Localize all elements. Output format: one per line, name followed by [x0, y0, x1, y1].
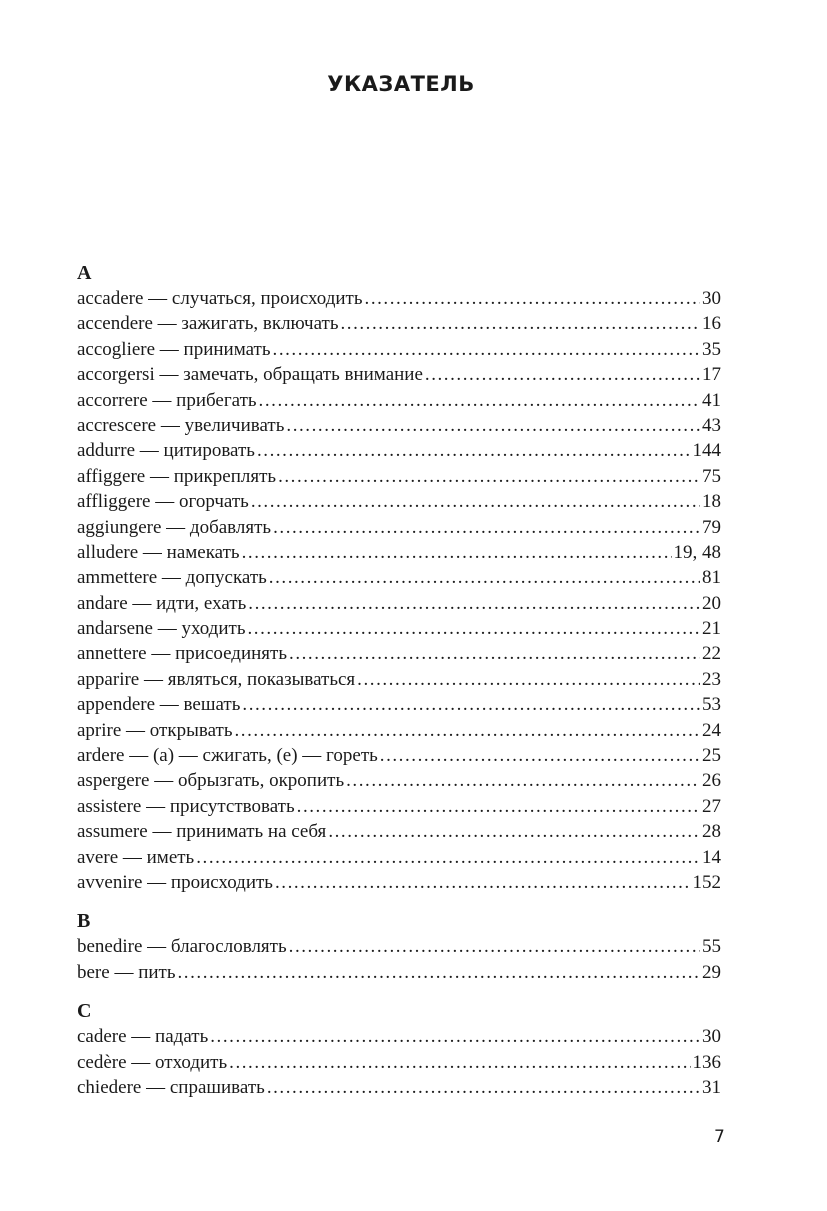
entry-term: accogliere — принимать — [77, 338, 271, 360]
entry-page: 75 — [702, 465, 721, 487]
dot-leader — [234, 718, 700, 743]
entry-term: affiggere — прикреплять — [77, 465, 277, 487]
index-section-a — [77, 261, 721, 895]
index-list — [77, 261, 721, 1114]
index-entry — [77, 337, 721, 362]
entry-page: 28 — [702, 821, 721, 843]
entry-term: bere — пить — [77, 961, 176, 983]
entry-page: 29 — [702, 961, 721, 983]
entry-term: accrescere — увеличивать — [77, 414, 285, 436]
dot-leader — [380, 743, 700, 768]
dot-leader — [297, 794, 700, 819]
index-entry — [77, 388, 721, 413]
entry-term: assistere — присутствовать — [77, 795, 295, 817]
section-letter: C — [77, 1000, 92, 1023]
entry-term: aggiungere — добавлять — [77, 516, 272, 538]
index-entry — [77, 1050, 721, 1075]
entry-term: annettere — присоединять — [77, 643, 288, 665]
entry-term: alludere — намекать — [77, 541, 240, 563]
dot-leader — [365, 286, 700, 311]
entry-page: 79 — [702, 516, 721, 538]
index-section-b — [77, 909, 721, 985]
dot-leader — [346, 768, 700, 793]
dot-leader — [278, 464, 700, 489]
index-entry — [77, 641, 721, 666]
dot-leader — [425, 362, 700, 387]
entry-term: accendere — зажигать, включать — [77, 313, 339, 335]
page-number: 7 — [714, 1127, 725, 1147]
dot-leader — [242, 540, 672, 565]
entry-term: accorgersi — замечать, обращать внимание — [77, 364, 423, 386]
index-entry — [77, 540, 721, 565]
entry-page: 30 — [702, 1026, 721, 1048]
index-entry — [77, 362, 721, 387]
index-entry — [77, 845, 721, 870]
entry-term: cedère — отходить — [77, 1051, 228, 1073]
entry-term: avere — иметь — [77, 846, 195, 868]
entry-page: 22 — [702, 643, 721, 665]
entry-page: 152 — [692, 871, 721, 893]
entry-page: 19, 48 — [673, 541, 721, 563]
entry-page: 43 — [702, 414, 721, 436]
entry-term: ardere — (a) — сжигать, (e) — гореть — [77, 745, 378, 767]
index-entry — [77, 819, 721, 844]
dot-leader — [257, 438, 691, 463]
dot-leader — [273, 515, 700, 540]
dot-leader — [328, 819, 700, 844]
entry-term: appendere — вешать — [77, 694, 241, 716]
entry-term: aspergere — обрызгать, окропить — [77, 770, 345, 792]
index-entry — [77, 565, 721, 590]
entry-term: cadere — падать — [77, 1026, 209, 1048]
entry-page: 27 — [702, 795, 721, 817]
entry-term: accorrere — прибегать — [77, 389, 257, 411]
dot-leader — [251, 489, 700, 514]
index-entry — [77, 934, 721, 959]
entry-page: 31 — [702, 1076, 721, 1098]
index-entry — [77, 718, 721, 743]
entry-term: aprire — открывать — [77, 719, 233, 741]
index-entry — [77, 794, 721, 819]
index-entry — [77, 667, 721, 692]
entry-page: 21 — [702, 618, 721, 640]
dot-leader — [357, 667, 700, 692]
entry-term: benedire — благословлять — [77, 936, 287, 958]
entry-term: avvenire — происходить — [77, 871, 273, 893]
index-entry — [77, 870, 721, 895]
dot-leader — [275, 870, 691, 895]
entry-term: addurre — цитировать — [77, 440, 255, 462]
index-entry — [77, 692, 721, 717]
entry-page: 18 — [702, 491, 721, 513]
index-entry — [77, 743, 721, 768]
index-entry — [77, 489, 721, 514]
dot-leader — [248, 591, 700, 616]
dot-leader — [210, 1024, 700, 1049]
dot-leader — [229, 1050, 690, 1075]
entry-page: 136 — [692, 1051, 721, 1073]
entry-page: 20 — [702, 592, 721, 614]
index-entry — [77, 515, 721, 540]
dot-leader — [286, 413, 700, 438]
entry-term: assumere — принимать на себя — [77, 821, 327, 843]
section-letter: A — [77, 262, 92, 284]
index-entry — [77, 960, 721, 985]
entry-page: 41 — [702, 389, 721, 411]
entry-page: 16 — [702, 313, 721, 335]
entry-page: 24 — [702, 719, 721, 741]
entry-page: 144 — [692, 440, 721, 462]
entry-page: 26 — [702, 770, 721, 792]
page-title: УКАЗАТЕЛЬ — [327, 72, 475, 96]
entry-term: chiedere — спрашивать — [77, 1076, 265, 1098]
index-entry — [77, 616, 721, 641]
dot-leader — [273, 337, 700, 362]
dot-leader — [248, 616, 701, 641]
index-entry — [77, 438, 721, 463]
index-entry — [77, 591, 721, 616]
entry-term: andarsene — уходить — [77, 618, 246, 640]
entry-page: 30 — [702, 288, 721, 309]
dot-leader — [289, 934, 700, 959]
dot-leader — [269, 565, 700, 590]
dot-leader — [242, 692, 700, 717]
dot-leader — [289, 641, 700, 666]
entry-page: 55 — [702, 936, 721, 958]
index-section-c — [77, 999, 721, 1100]
entry-term: apparire — являться, показываться — [77, 668, 356, 690]
index-entry — [77, 1075, 721, 1100]
index-entry — [77, 286, 721, 311]
entry-term: ammettere — допускать — [77, 567, 267, 589]
section-letter: B — [77, 910, 91, 933]
dot-leader — [267, 1075, 700, 1100]
dot-leader — [178, 960, 701, 985]
index-entry — [77, 413, 721, 438]
entry-page: 17 — [702, 364, 721, 386]
index-entry — [77, 311, 721, 336]
entry-term: affliggere — огорчать — [77, 491, 249, 513]
dot-leader — [340, 311, 700, 336]
entry-page: 14 — [702, 846, 721, 868]
entry-term: accadere — случаться, происходить — [77, 288, 363, 309]
index-entry — [77, 464, 721, 489]
dot-leader — [259, 388, 700, 413]
entry-page: 81 — [702, 567, 721, 589]
dot-leader — [196, 845, 700, 870]
entry-page: 53 — [702, 694, 721, 716]
index-entry — [77, 1024, 721, 1049]
entry-page: 25 — [702, 745, 721, 767]
entry-page: 35 — [702, 338, 721, 360]
index-entry — [77, 768, 721, 793]
entry-page: 23 — [702, 668, 721, 690]
entry-term: andare — идти, ехать — [77, 592, 247, 614]
